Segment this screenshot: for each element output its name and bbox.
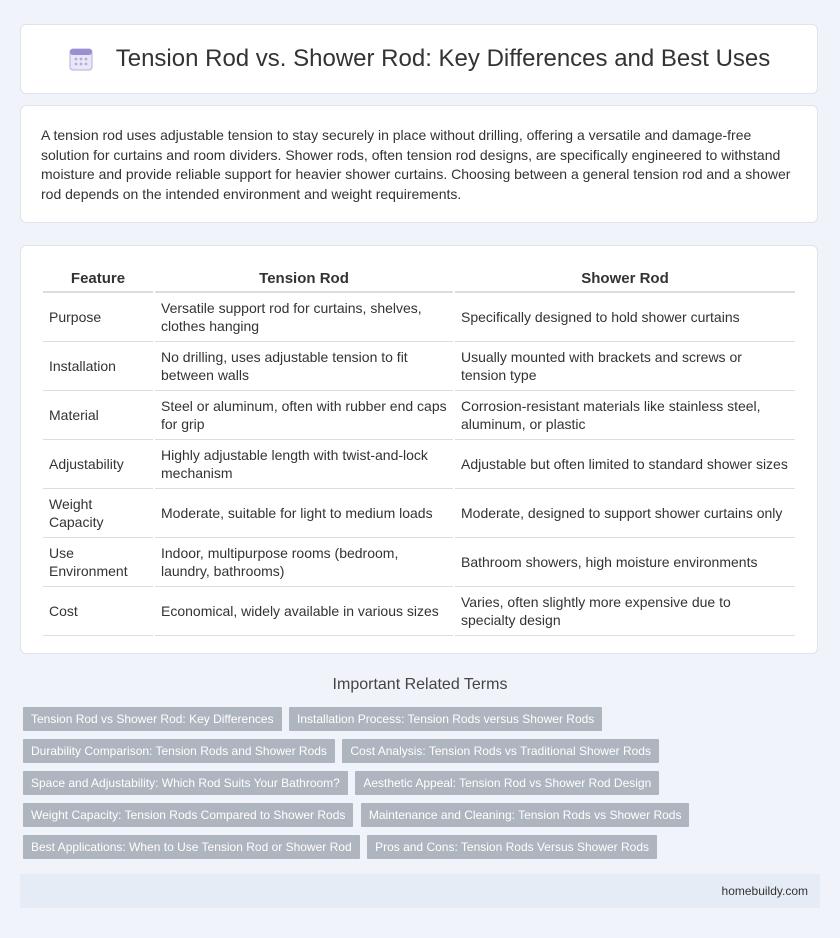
related-term-tag[interactable]: Weight Capacity: Tension Rods Compared to Shower Rods xyxy=(23,803,353,827)
shower-rod-cell: Usually mounted with brackets and screws or tension type xyxy=(455,342,795,391)
page-title: Tension Rod vs. Shower Rod: Key Differences and Best Uses xyxy=(115,45,771,72)
footer-site: homebuildy.com xyxy=(721,884,808,898)
related-term-tag[interactable]: Aesthetic Appeal: Tension Rod vs Shower Rod Design xyxy=(355,771,659,795)
tension-rod-cell: Steel or aluminum, often with rubber end caps for grip xyxy=(155,391,453,440)
feature-cell: Adjustability xyxy=(43,440,153,489)
related-terms-list xyxy=(23,707,723,867)
shower-rod-cell: Corrosion-resistant materials like stainless steel, aluminum, or plastic xyxy=(455,391,795,440)
tension-rod-cell: Economical, widely available in various sizes xyxy=(155,587,453,636)
related-terms-title: Important Related Terms xyxy=(332,676,508,693)
shower-rod-cell: Adjustable but often limited to standard shower sizes xyxy=(455,440,795,489)
related-term-tag[interactable]: Maintenance and Cleaning: Tension Rods vs Shower Rods xyxy=(361,803,690,827)
shower-rod-cell: Bathroom showers, high moisture environments xyxy=(455,538,795,587)
comparison-table-card xyxy=(20,245,818,654)
related-term-tag[interactable]: Tension Rod vs Shower Rod: Key Differences xyxy=(23,707,282,731)
tension-rod-cell: Highly adjustable length with twist-and-lock mechanism xyxy=(155,440,453,489)
tension-rod-cell: Versatile support rod for curtains, shelves, clothes hanging xyxy=(155,293,453,342)
header-feature: Feature xyxy=(43,262,153,293)
shower-rod-cell: Specifically designed to hold shower curtains xyxy=(455,293,795,342)
feature-cell: Use Environment xyxy=(43,538,153,587)
feature-cell: Installation xyxy=(43,342,153,391)
table-row xyxy=(43,538,795,587)
table-header-row xyxy=(43,262,795,293)
shower-rod-cell: Varies, often slightly more expensive due to specialty design xyxy=(455,587,795,636)
header-tension-rod: Tension Rod xyxy=(155,262,453,293)
table-row xyxy=(43,489,795,538)
footer xyxy=(20,874,820,908)
tension-rod-cell: No drilling, uses adjustable tension to fit between walls xyxy=(155,342,453,391)
related-term-tag[interactable]: Best Applications: When to Use Tension Rod or Shower Rod xyxy=(23,835,360,859)
header-shower-rod: Shower Rod xyxy=(455,262,795,293)
intro-text: A tension rod uses adjustable tension to stay securely in place without drilling, offering a versatile and damage-free solution for curtains and room dividers. Shower rods, often tension rod designs, are specifically engineered to withstand moisture and provide reliable support for heavier shower curtains. Choosing between a general tension rod and a shower rod depends on the intended environment and weight requirements. xyxy=(41,127,791,202)
table-row xyxy=(43,342,795,391)
intro-card xyxy=(20,105,818,223)
comparison-table xyxy=(41,262,797,636)
related-term-tag[interactable]: Durability Comparison: Tension Rods and Shower Rods xyxy=(23,739,335,763)
table-row xyxy=(43,391,795,440)
related-term-tag[interactable]: Cost Analysis: Tension Rods vs Traditional Shower Rods xyxy=(342,739,659,763)
shower-rod-cell: Moderate, designed to support shower curtains only xyxy=(455,489,795,538)
title-card xyxy=(20,24,818,94)
tension-rod-cell: Moderate, suitable for light to medium loads xyxy=(155,489,453,538)
related-term-tag[interactable]: Space and Adjustability: Which Rod Suits Your Bathroom? xyxy=(23,771,348,795)
feature-cell: Cost xyxy=(43,587,153,636)
related-term-tag[interactable]: Installation Process: Tension Rods versus Shower Rods xyxy=(289,707,602,731)
calendar-icon xyxy=(68,46,94,72)
feature-cell: Weight Capacity xyxy=(43,489,153,538)
tension-rod-cell: Indoor, multipurpose rooms (bedroom, laundry, bathrooms) xyxy=(155,538,453,587)
feature-cell: Purpose xyxy=(43,293,153,342)
table-row xyxy=(43,587,795,636)
feature-cell: Material xyxy=(43,391,153,440)
table-row xyxy=(43,293,795,342)
table-row xyxy=(43,440,795,489)
related-term-tag[interactable]: Pros and Cons: Tension Rods Versus Shower Rods xyxy=(367,835,657,859)
